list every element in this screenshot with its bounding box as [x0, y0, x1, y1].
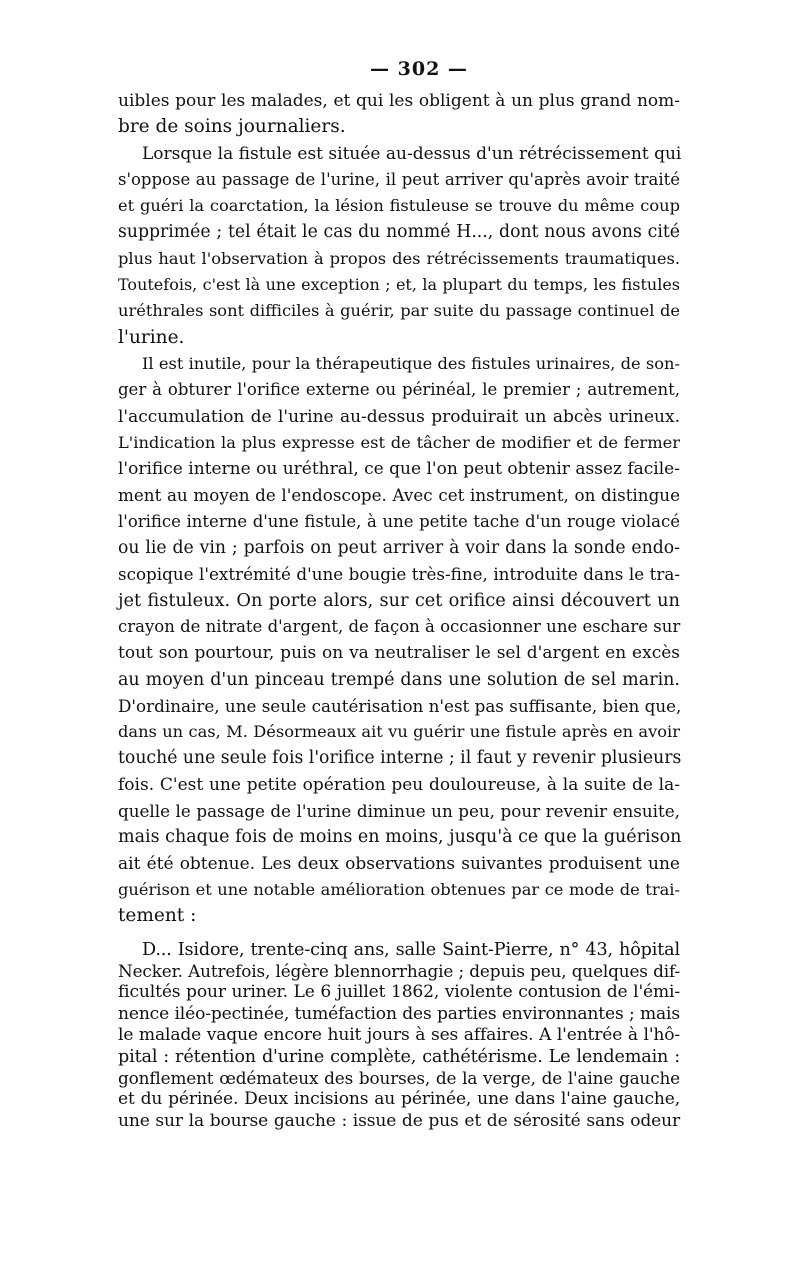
text-line: le malade vaque encore huit jours à ses affaires. A l'entrée à l'hô- [118, 1025, 680, 1046]
text-line: quelle le passage de l'urine diminue un peu, pour revenir ensuite, [118, 801, 680, 822]
paragraph-fistula-location [118, 141, 680, 351]
text-line: bre de soins journaliers. [118, 116, 346, 138]
text-line: nence iléo-pectinée, tuméfaction des parties environnantes ; mais [118, 1003, 680, 1024]
paragraph-therapeutics [118, 351, 680, 930]
text-line: plus haut l'observation à propos des rétrécissements traumatiques. [118, 248, 680, 268]
text-line: uréthrales sont difficiles à guérir, par suite du passage continuel de [118, 301, 680, 321]
text-line: ait été obtenue. Les deux observations suivantes produisent une [118, 853, 680, 874]
text-line: tout son pourtour, puis on va neutraliser le sel d'argent en excès [118, 643, 680, 664]
text-line: gonflement œdémateux des bourses, de la verge, de l'aine gauche [118, 1067, 680, 1088]
text-line: l'orifice interne d'une fistule, à une petite tache d'un rouge violacé [118, 511, 680, 531]
text-line: et du périnée. Deux incisions au périnée, une dans l'aine gauche, [118, 1089, 680, 1110]
text-line: une sur la bourse gauche : issue de pus et de sérosité sans odeur [118, 1110, 680, 1131]
text-line: guérison et une notable amélioration obtenues par ce mode de trai- [118, 879, 680, 899]
text-line: uibles pour les malades, et qui les obligent à un plus grand nom- [118, 91, 680, 111]
text-line: scopique l'extrémité d'une bougie très-fine, introduite dans le tra- [118, 564, 680, 585]
text-line: L'indication la plus expresse est de tâcher de modifier et de fermer [118, 432, 680, 452]
text-line: D'ordinaire, une seule cautérisation n'est pas suffisante, bien que, [118, 695, 682, 716]
page-number: — 302 — [370, 58, 468, 80]
book-page [118, 58, 680, 1132]
text-line: tement : [118, 905, 197, 927]
text-line: touché une seule fois l'orifice interne ; il faut y revenir plusieurs [118, 748, 682, 769]
text-line: Lorsque la fistule est située au-dessus d'un rétrécissement qui [142, 143, 682, 164]
text-line: s'oppose au passage de l'urine, il peut arriver qu'après avoir traité [118, 169, 680, 189]
text-line: pital : rétention d'urine complète, cathétérisme. Le lendemain : [118, 1046, 680, 1067]
text-line: et guéri la coarctation, la lésion fistuleuse se trouve du même coup [118, 196, 680, 216]
text-line: Necker. Autrefois, légère blennorrhagie ; depuis peu, quelques dif- [118, 960, 680, 981]
text-line: jet fistuleux. On porte alors, sur cet orifice ainsi découvert un [118, 590, 680, 611]
paragraph-continuation [118, 88, 680, 141]
text-line: fois. C'est une petite opération peu douloureuse, à la suite de la- [118, 774, 680, 795]
text-line: ou lie de vin ; parfois on peut arriver à voir dans la sonde endo- [118, 538, 680, 559]
case-observation [118, 940, 680, 1133]
text-line: mais chaque fois de moins en moins, jusqu'à ce que la guérison [118, 827, 682, 848]
text-line: crayon de nitrate d'argent, de façon à occasionner une eschare sur [118, 616, 681, 636]
text-line: dans un cas, M. Désormeaux ait vu guérir une fistule après en avoir [118, 722, 680, 742]
text-line: Toutefois, c'est là une exception ; et, la plupart du temps, les fistules [118, 275, 680, 295]
text-line: ficultés pour uriner. Le 6 juillet 1862, violente contusion de l'émi- [118, 982, 680, 1003]
text-line: ger à obturer l'orifice externe ou périnéal, le premier ; autrement, [118, 380, 680, 400]
text-line: l'urine. [118, 326, 185, 348]
text-line: l'orifice interne ou uréthral, ce que l'on peut obtenir assez facile- [118, 459, 680, 480]
text-line: l'accumulation de l'urine au-dessus produirait un abcès urineux. [118, 406, 680, 427]
text-line: Il est inutile, pour la thérapeutique des fistules urinaires, de son- [142, 353, 680, 373]
text-line: D... Isidore, trente-cinq ans, salle Saint-Pierre, n° 43, hôpital [142, 939, 680, 960]
text-line: au moyen d'un pinceau trempé dans une solution de sel marin. [118, 669, 680, 690]
text-line: supprimée ; tel était le cas du nommé H..., dont nous avons cité [118, 222, 680, 243]
text-line: ment au moyen de l'endoscope. Avec cet instrument, on distingue [118, 485, 680, 506]
